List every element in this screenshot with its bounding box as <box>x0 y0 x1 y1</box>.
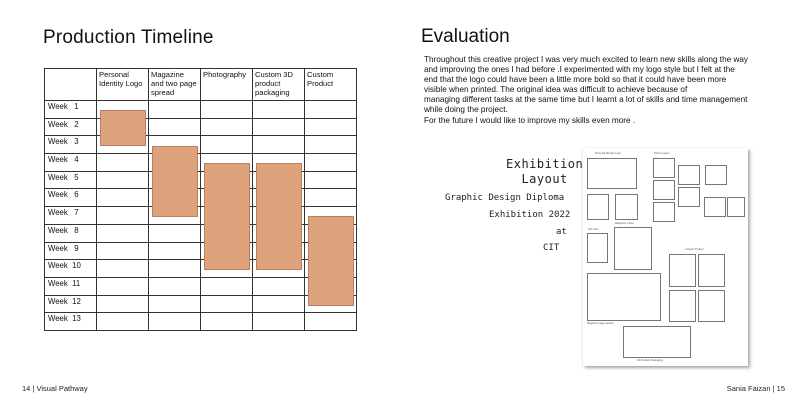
timeline-cell <box>97 260 149 278</box>
exhibition-line: CIT <box>543 243 560 253</box>
table-row <box>45 171 357 189</box>
timeline-cell <box>97 171 149 189</box>
layout-box <box>623 326 691 358</box>
layout-box <box>705 165 727 185</box>
timeline-cell <box>305 136 357 154</box>
layout-box <box>615 194 638 220</box>
timeline-cell <box>253 313 305 331</box>
layout-box <box>698 290 725 322</box>
page-footer-left: 14 | Visual Pathway <box>22 384 88 393</box>
week-label: Week 7 <box>45 207 97 225</box>
page-title-evaluation: Evaluation <box>421 26 510 47</box>
layout-box <box>669 290 696 322</box>
timeline-cell <box>149 260 201 278</box>
timeline-bar <box>204 163 250 270</box>
exhibition-line: at <box>556 227 567 237</box>
layout-box <box>587 273 661 321</box>
timeline-cell <box>253 101 305 119</box>
timeline-bar <box>100 110 146 146</box>
week-label: Week 6 <box>45 189 97 207</box>
timeline-cell <box>149 224 201 242</box>
timeline-cell <box>253 136 305 154</box>
week-label: Week 12 <box>45 295 97 313</box>
timeline-cell <box>97 277 149 295</box>
exhibition-line: Exhibition 2022 <box>489 210 571 220</box>
timeline-cell <box>149 295 201 313</box>
timeline-cell <box>149 101 201 119</box>
timeline-cell <box>305 189 357 207</box>
timeline-cell <box>201 313 253 331</box>
column-header: Custom 3D product packaging <box>253 69 305 101</box>
timeline-cell <box>201 118 253 136</box>
timeline-cell <box>149 118 201 136</box>
week-label: Week 13 <box>45 313 97 331</box>
timeline-cell <box>305 154 357 172</box>
evaluation-text <box>424 55 748 126</box>
layout-box <box>587 158 637 189</box>
timeline-cell <box>253 295 305 313</box>
timeline-cell <box>201 295 253 313</box>
timeline-bar <box>308 216 354 305</box>
timeline-cell <box>253 118 305 136</box>
sheet-label: Personal Identity Logo <box>595 152 621 155</box>
layout-box <box>704 197 726 217</box>
exhibition-heading-line: Exhibition <box>506 157 584 171</box>
timeline-bar <box>152 146 198 218</box>
timeline-cell <box>253 277 305 295</box>
week-label: Week 11 <box>45 277 97 295</box>
timeline-cell <box>97 295 149 313</box>
layout-box <box>587 194 609 220</box>
table-header-row <box>45 69 357 101</box>
table-row <box>45 136 357 154</box>
timeline-cell <box>305 101 357 119</box>
timeline-cell <box>305 313 357 331</box>
evaluation-paragraph: For the future I would like to improve my skills even more . <box>424 115 636 125</box>
timeline-cell <box>97 242 149 260</box>
evaluation-paragraph: Throughout this creative project I was very much excited to learn new skills along the way and improving the ones I had before .I experimented with my logo style but I felt at the end that the logo could have been a little more bold so that it could have been more visible when printed. The original idea was difficult to achieve because of <box>424 55 749 95</box>
week-label: Week 10 <box>45 260 97 278</box>
week-label: Week 8 <box>45 224 97 242</box>
exhibition-line: Graphic Design Diploma <box>445 193 565 203</box>
timeline-cell <box>97 189 149 207</box>
table-row <box>45 189 357 207</box>
column-header: Magazine and two page spread <box>149 69 201 101</box>
week-label: Week 4 <box>45 154 97 172</box>
table-row <box>45 101 357 119</box>
timeline-cell <box>305 171 357 189</box>
timeline-bar <box>256 163 302 270</box>
page-title-production-timeline: Production Timeline <box>43 27 214 48</box>
exhibition-layout-sheet <box>583 148 748 366</box>
timeline-cell <box>97 154 149 172</box>
timeline-cell <box>97 207 149 225</box>
week-label: Week 3 <box>45 136 97 154</box>
timeline-cell <box>201 277 253 295</box>
timeline-cell <box>201 101 253 119</box>
exhibition-layout-heading <box>506 157 583 187</box>
sheet-label: Magazine page spread <box>587 322 614 325</box>
table-row <box>45 118 357 136</box>
week-label: Week 5 <box>45 171 97 189</box>
layout-box <box>678 165 700 185</box>
sheet-label: Magazine Cover <box>615 222 634 225</box>
timeline-cell <box>97 313 149 331</box>
exhibition-heading-line: Layout <box>521 172 568 186</box>
layout-box <box>678 187 700 207</box>
timeline-cell <box>305 118 357 136</box>
timeline-cell <box>149 313 201 331</box>
layout-box <box>698 254 725 287</box>
sheet-label: 3D Product Packaging <box>637 359 663 362</box>
sheet-label: Photo Layout <box>654 152 670 155</box>
layout-box <box>653 158 675 178</box>
column-header: Custom Product <box>305 69 357 101</box>
layout-box <box>614 227 652 270</box>
layout-box <box>669 254 696 287</box>
sheet-label: Gift code <box>588 228 599 231</box>
layout-box <box>727 197 745 217</box>
week-label: Week 2 <box>45 118 97 136</box>
column-header: Photography <box>201 69 253 101</box>
timeline-cell <box>149 277 201 295</box>
column-header: Personal Identity Logo <box>97 69 149 101</box>
timeline-cell <box>149 242 201 260</box>
week-label: Week 1 <box>45 101 97 119</box>
week-label: Week 9 <box>45 242 97 260</box>
table-corner-cell <box>45 69 97 101</box>
layout-box <box>587 233 608 263</box>
timeline-cell <box>201 136 253 154</box>
layout-box <box>653 202 675 222</box>
table-row <box>45 313 357 331</box>
timeline-cell <box>97 224 149 242</box>
page-footer-right: Sania Faizan | 15 <box>726 384 785 393</box>
sheet-label: Custom Product <box>685 248 704 251</box>
layout-box <box>653 180 675 200</box>
evaluation-paragraph: managing different tasks at the same time but I learnt a lot of skills and time management while doing the project. <box>424 95 748 115</box>
table-row <box>45 154 357 172</box>
